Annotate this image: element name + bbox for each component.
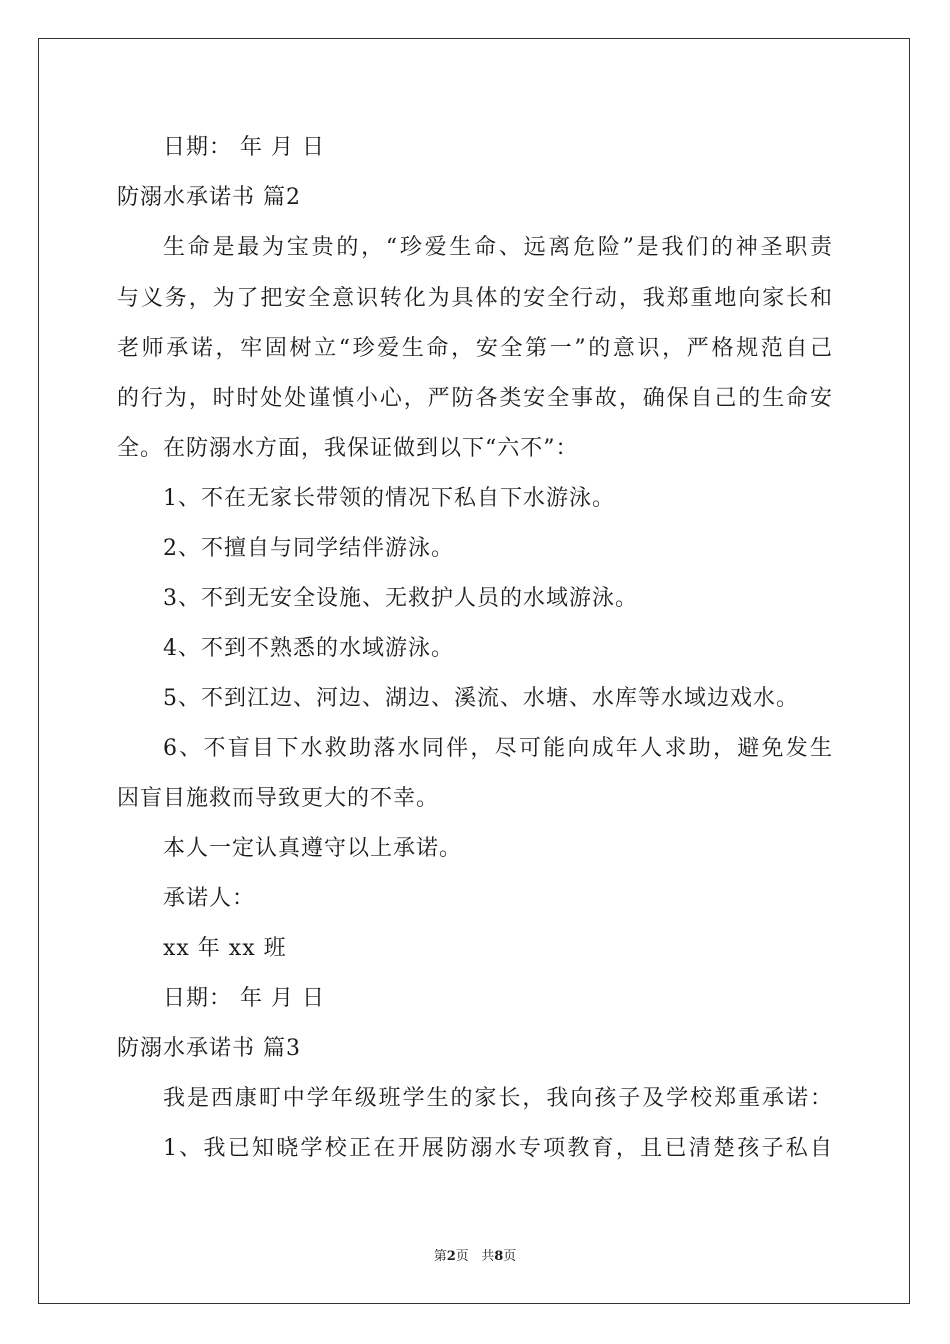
paragraph-line: 与义务，为了把安全意识转化为具体的安全行动，我郑重地向家长和 — [117, 286, 833, 311]
section-heading: 防溺水承诺书 篇2 — [117, 185, 301, 210]
page-mid: 页 共 — [455, 1249, 495, 1264]
list-item: 4、不到不熟悉的水域游泳。 — [163, 636, 454, 661]
closing-statement: 本人一定认真遵守以上承诺。 — [163, 836, 463, 861]
total-page-count: 8 — [494, 1249, 504, 1264]
list-item: 1、不在无家长带领的情况下私自下水游泳。 — [163, 486, 615, 511]
current-page-number: 2 — [446, 1249, 456, 1264]
paragraph-line: 老师承诺，牢固树立“珍爱生命，安全第一”的意识，严格规范自己 — [117, 336, 833, 361]
date-line: 日期： 年 月 日 — [163, 986, 325, 1011]
paragraph-line: 全。在防溺水方面，我保证做到以下“六不”： — [117, 436, 579, 461]
list-item-continued: 因盲目施救而导致更大的不幸。 — [117, 786, 440, 811]
paragraph-line: 生命是最为宝贵的，“珍爱生命、远离危险”是我们的神圣职责 — [163, 235, 833, 260]
list-item: 3、不到无安全设施、无救护人员的水域游泳。 — [163, 586, 638, 611]
page-suffix: 页 — [503, 1249, 517, 1264]
list-item: 2、不擅自与同学结伴游泳。 — [163, 536, 454, 561]
class-line: xx 年 xx 班 — [163, 936, 287, 961]
list-item: 1、我已知晓学校正在开展防溺水专项教育，且已清楚孩子私自 — [163, 1136, 833, 1161]
date-line: 日期： 年 月 日 — [163, 135, 325, 160]
page-prefix: 第 — [433, 1249, 447, 1264]
paragraph-line: 的行为，时时处处谨慎小心，严防各类安全事故，确保自己的生命安 — [117, 386, 833, 411]
paragraph-line: 我是西康町中学年级班学生的家长，我向孩子及学校郑重承诺： — [163, 1086, 833, 1111]
page-footer — [0, 1248, 950, 1266]
signatory-label: 承诺人： — [163, 886, 256, 911]
list-item: 5、不到江边、河边、湖边、溪流、水塘、水库等水域边戏水。 — [163, 686, 799, 711]
section-heading: 防溺水承诺书 篇3 — [117, 1036, 301, 1061]
page-border — [38, 38, 910, 1304]
list-item: 6、不盲目下水救助落水同伴，尽可能向成年人求助，避免发生 — [163, 736, 833, 761]
